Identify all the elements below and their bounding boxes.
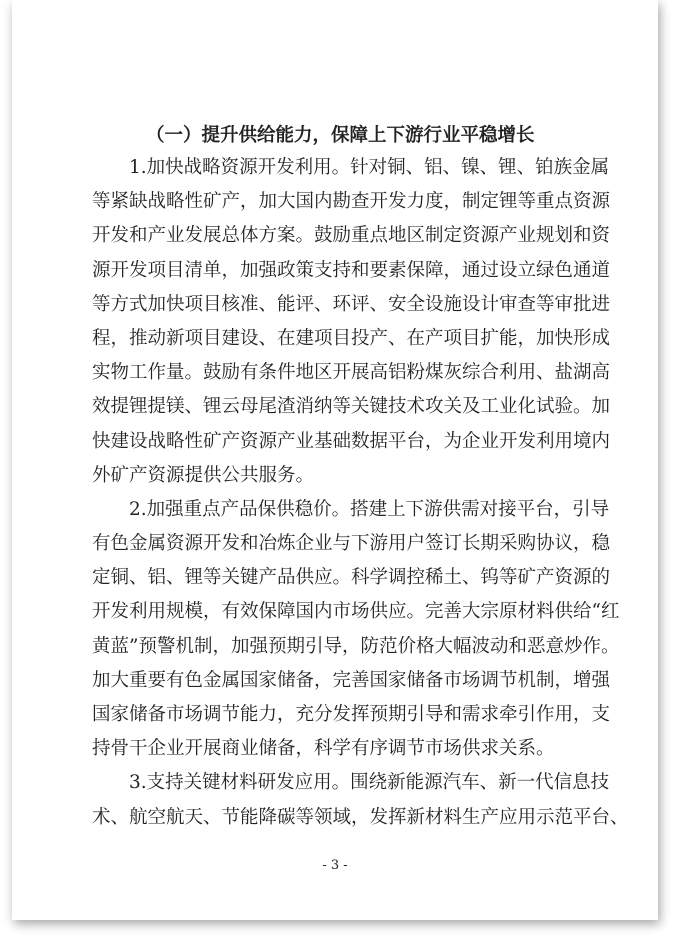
text-line: 源开发项目清单，加强政策支持和要素保障，通过设立绿色通道 — [92, 259, 611, 281]
text-line: 国家储备市场调节能力，充分发挥预期引导和需求牵引作用，支 — [92, 704, 611, 725]
text-line: 3.支持关键材料研发应用。围绕新能源汽车、新一代信息技 — [129, 772, 610, 794]
paragraph-1 — [92, 151, 611, 493]
text-line: 实物工作量。鼓励有条件地区开展高铝粉煤灰综合利用、盐湖高 — [92, 362, 611, 384]
paragraph-2 — [92, 493, 620, 767]
document-page — [12, 0, 658, 920]
document-body — [92, 121, 629, 835]
text-line: 持骨干企业开展商业储备，科学有序调节市场供求关系。 — [92, 738, 555, 760]
paragraph-3 — [92, 766, 629, 834]
text-line: 1.加快战略资源开发利用。针对铜、铝、镍、锂、铂族金属 — [129, 157, 610, 178]
text-line: 效提锂提镁、锂云母尾渣消纳等关键技术攻关及工业化试验。加 — [92, 396, 611, 418]
text-line: 开发利用规模，有效保障国内市场供应。完善大宗原材料供给“红 — [92, 601, 620, 623]
text-line: 等紧缺战略性矿产，加大国内勘查开发力度，制定锂等重点资源 — [92, 191, 611, 213]
text-line: 开发和产业发展总体方案。鼓励重点地区制定资源产业规划和资 — [92, 225, 611, 247]
text-line: 加大重要有色金属国家储备，完善国家储备市场调节机制，增强 — [92, 669, 611, 691]
text-line: 等方式加快项目核准、能评、环评、安全设施设计审查等审批进 — [92, 293, 611, 315]
text-line: 有色金属资源开发和冶炼企业与下游用户签订长期采购协议，稳 — [92, 533, 611, 555]
text-line: 程，推动新项目建设、在建项目投产、在产项目扩能，加快形成 — [92, 327, 611, 349]
text-line: 术、航空航天、节能降碳等领域，发挥新材料生产应用示范平台、 — [92, 806, 629, 828]
page-number: - 3 - — [322, 858, 348, 873]
text-line: 黄蓝”预警机制，加强预期引导，防范价格大幅波动和恶意炒作。 — [92, 635, 620, 657]
text-line: 外矿产资源提供公共服务。 — [92, 464, 315, 486]
text-line: 定铜、铝、锂等关键产品供应。科学调控稀土、钨等矿产资源的 — [92, 567, 611, 589]
text-line: 快建设战略性矿产资源产业基础数据平台，为企业开发利用境内 — [92, 430, 611, 452]
text-line: 2.加强重点产品保供稳价。搭建上下游供需对接平台，引导 — [129, 498, 610, 520]
section-heading: （一）提升供给能力，保障上下游行业平稳增长 — [146, 125, 535, 146]
